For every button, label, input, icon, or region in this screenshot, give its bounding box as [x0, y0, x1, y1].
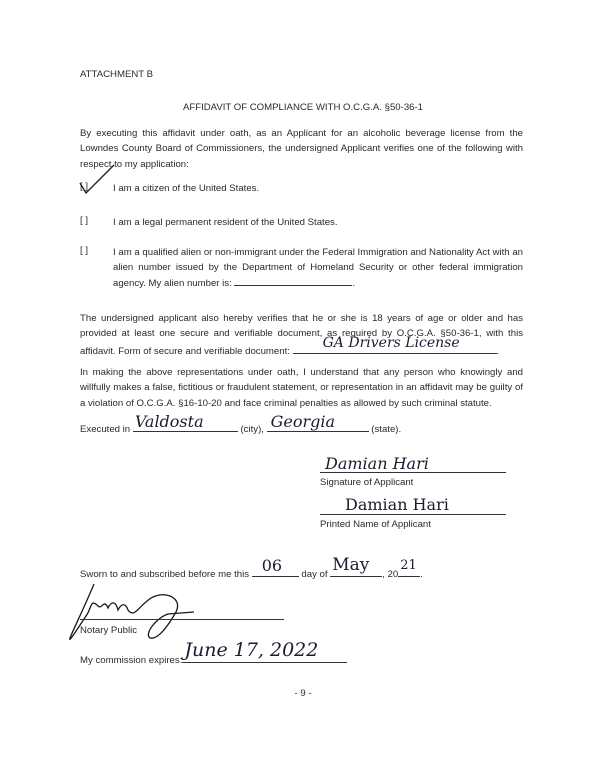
commission-date-field[interactable]: June 17, 2022 — [182, 651, 347, 663]
attachment-label: ATTACHMENT B — [80, 69, 154, 80]
printed-name: Damian Hari — [345, 495, 449, 514]
checkmark-icon — [78, 161, 118, 197]
sworn-line: Sworn to and subscribed before me this 06 day of May , 20 21 . — [80, 555, 423, 580]
page-number: - 9 - — [294, 688, 312, 699]
signature-label: Signature of Applicant — [320, 477, 414, 488]
option-citizen: I am a citizen of the United States. — [113, 183, 260, 194]
document-field[interactable]: GA Drivers License — [293, 342, 497, 354]
alien-number-field[interactable] — [234, 276, 352, 286]
age-paragraph: The undersigned applicant also hereby verifies that he or she is 18 years of age or older and has provided at least one secure and verifiable document, as required by O.C.G.A. §50-36-1, with this affidavit. Form of secure and verifiable document: GA Drivers License . — [80, 313, 523, 357]
checkbox-citizen[interactable]: [ ] — [80, 181, 88, 192]
checkbox-qualified-alien[interactable]: [ ] — [80, 245, 88, 256]
city-field[interactable]: Valdosta — [133, 420, 238, 432]
printed-name-field[interactable] — [320, 514, 506, 515]
notary-signature-field[interactable] — [80, 619, 284, 620]
state-field[interactable]: Georgia — [267, 420, 369, 432]
executed-line: Executed in Valdosta (city), Georgia (state). — [80, 412, 402, 435]
option-qualified-alien: I am a qualified alien or non-immigrant under the Federal Immigration and Nationality Act with an alien number issued by the Department of Homeland Security or other federal immigration agency. My alien number is: . — [113, 247, 523, 289]
option-permanent-resident: I am a legal permanent resident of the United States. — [113, 217, 338, 228]
printed-name-label: Printed Name of Applicant — [320, 519, 431, 530]
intro-paragraph: By executing this affidavit under oath, as an Applicant for an alcoholic beverage license from the Lowndes County Board of Commissioners, the undersigned Applicant verifies one of the following with respect to my application: — [80, 128, 523, 170]
document-title: AFFIDAVIT OF COMPLIANCE WITH O.C.G.A. §50-36-1 — [182, 102, 424, 113]
checkbox-permanent-resident[interactable]: [ ] — [80, 215, 88, 226]
commission-line: My commission expires: June 17, 2022 — [80, 651, 347, 666]
month-field[interactable]: May — [330, 565, 382, 577]
notary-label: Notary Public — [80, 625, 138, 636]
day-field[interactable]: 06 — [252, 565, 299, 577]
penalty-paragraph: In making the above representations under oath, I understand that any person who knowingly and willfully makes a false, fictitious or fraudulent statement, or representation in an affidavit may be guilty of a violation of O.C.G.A. §16-10-20 and face criminal penalties as allowed by such criminal statute. — [80, 367, 523, 409]
applicant-signature: Damian Hari — [325, 454, 429, 473]
year-field[interactable]: 21 — [398, 565, 420, 577]
